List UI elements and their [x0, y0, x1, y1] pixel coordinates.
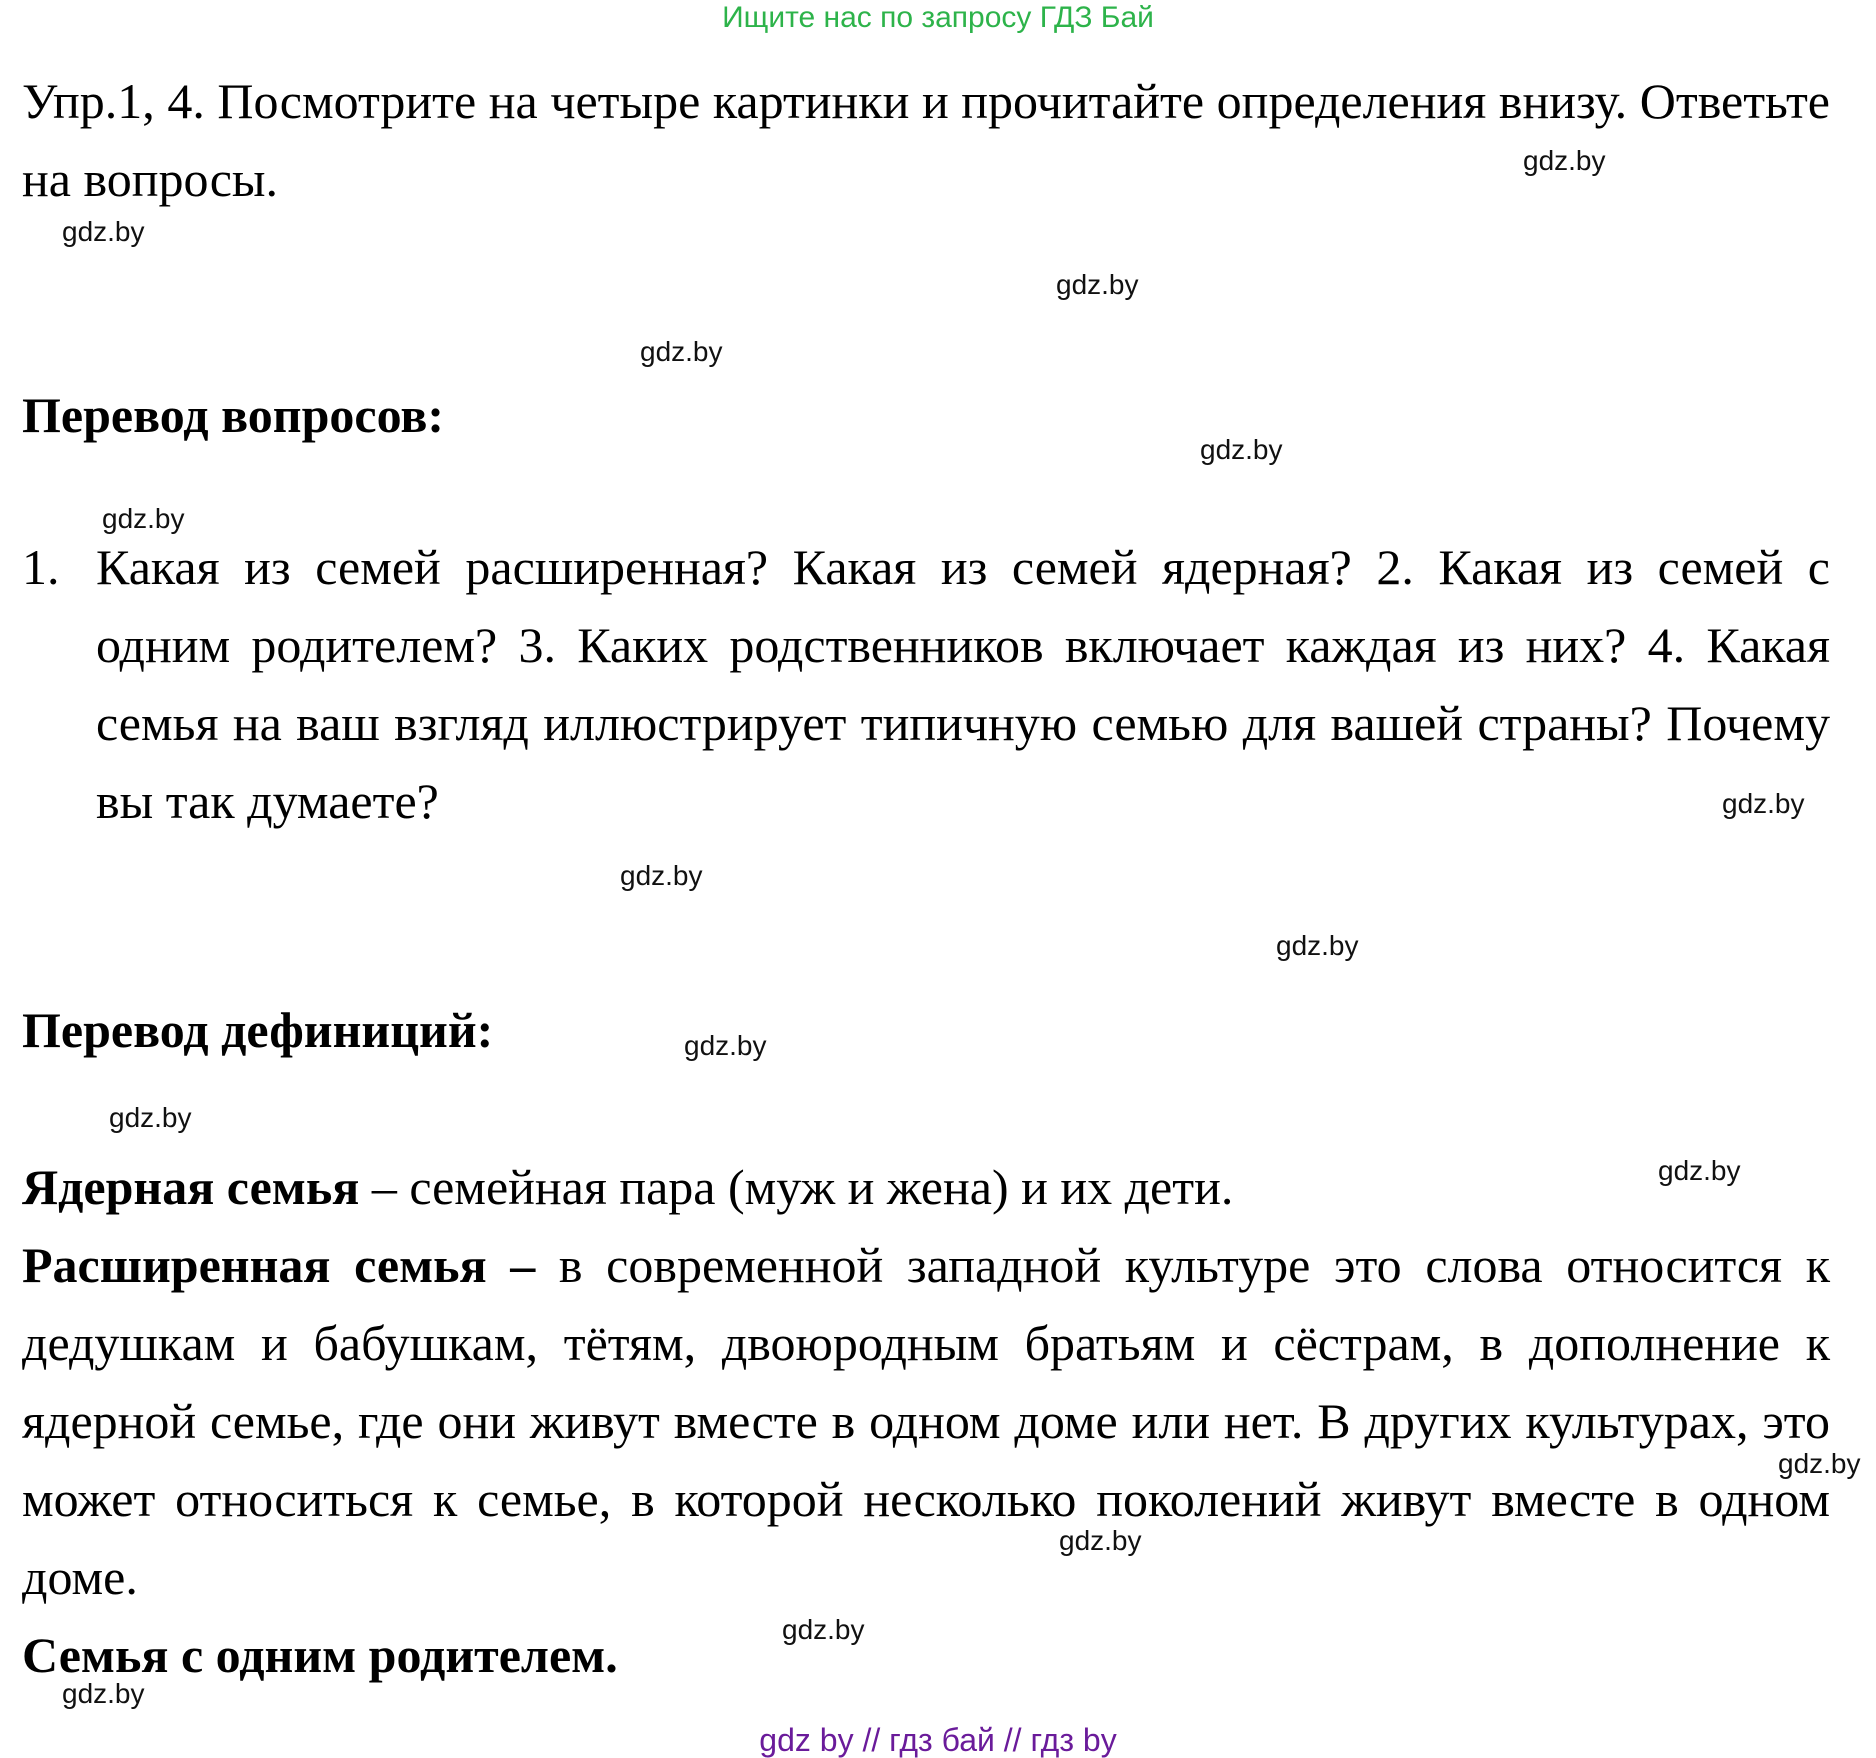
watermark: gdz.by: [640, 336, 723, 367]
footer-links: gdz by // гдз бай // гдз by: [759, 1722, 1117, 1758]
definition-term: Расширенная семья –: [22, 1237, 536, 1293]
question-text: Какая из семей расширенная? Какая из семей ядерная? 2. Какая из семей с одним родителем? 3. Каких родственников включает каждая из них? 4. Какая семья на ваш взгляд иллюстрирует типичную семью для вашей страны? Почему вы так думаете?: [96, 539, 1830, 829]
watermark: gdz.by: [1276, 930, 1359, 961]
watermark: gdz.by: [109, 1102, 192, 1133]
watermark: gdz.by: [1059, 1525, 1142, 1556]
definition-extended-family: [22, 1226, 1830, 1616]
watermark: gdz.by: [620, 860, 703, 891]
watermark: gdz.by: [1523, 145, 1606, 176]
definition-term: Ядерная семья: [22, 1159, 360, 1215]
watermark: gdz.by: [684, 1030, 767, 1061]
watermark: gdz.by: [1778, 1448, 1861, 1479]
watermark: gdz.by: [1056, 269, 1139, 300]
watermark: gdz.by: [782, 1614, 865, 1645]
watermark: gdz.by: [62, 216, 145, 247]
definition-text: в современной западной культуре это слова относится к дедушкам и бабушкам, тётям, двоюродным братьям и сёстрам, в дополнение к ядерной семье, где они живут вместе в одном доме или нет. В других культурах, это может относиться к семье, в которой несколько поколений живут вместе в одном доме.: [22, 1237, 1830, 1605]
questions-heading: Перевод вопросов:: [22, 387, 444, 443]
watermark: gdz.by: [1722, 788, 1805, 819]
definition-nuclear-family: [22, 1148, 1830, 1226]
watermark: gdz.by: [1200, 434, 1283, 465]
definition-text: – семейная пара (муж и жена) и их дети.: [359, 1159, 1234, 1215]
definition-term: Семья с одним родителем.: [22, 1627, 618, 1683]
question-number: 1.: [22, 539, 60, 595]
watermark: gdz.by: [1658, 1155, 1741, 1186]
question-item: [22, 528, 1830, 840]
watermark: gdz.by: [102, 503, 185, 534]
definition-single-parent-family: [22, 1616, 1830, 1694]
watermark: gdz.by: [62, 1678, 145, 1709]
questions-list: [22, 528, 1830, 840]
definitions-heading: Перевод дефиниций:: [22, 1002, 494, 1058]
top-banner: Ищите нас по запросу ГДЗ Бай: [722, 1, 1154, 34]
exercise-intro: Упр.1, 4. Посмотрите на четыре картинки и прочитайте определения внизу. Ответьте на вопросы.: [22, 73, 1830, 207]
